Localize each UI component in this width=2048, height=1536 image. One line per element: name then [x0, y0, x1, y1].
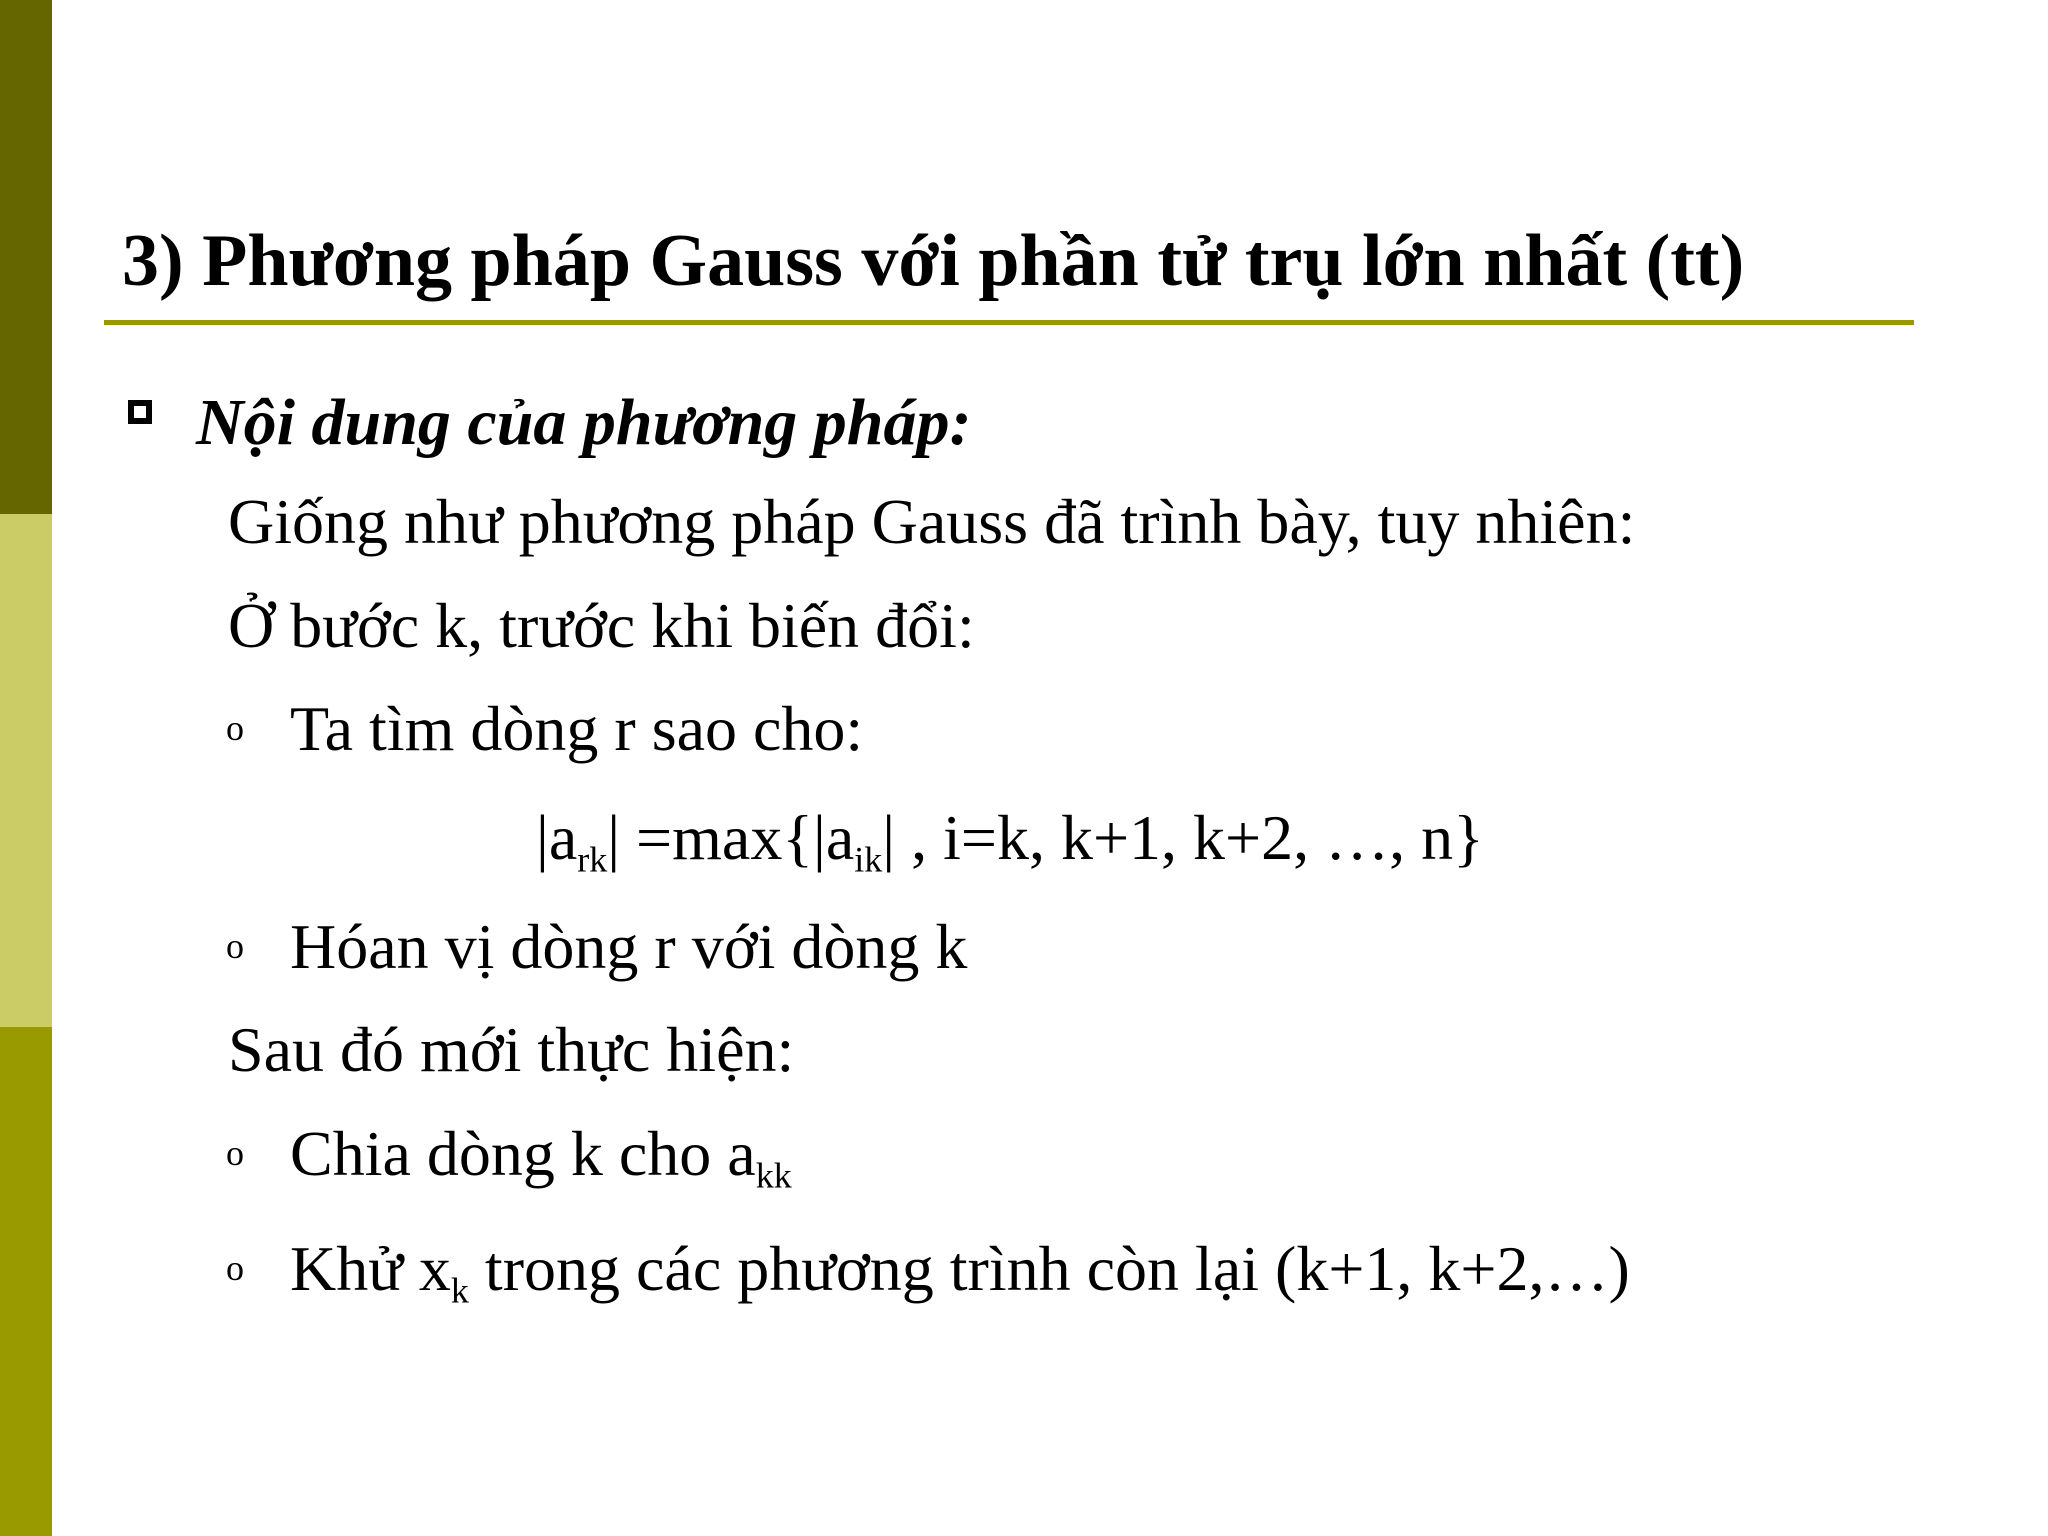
circle-bullet-icon: o — [226, 926, 244, 966]
formula-part-2: | =max{|a — [607, 802, 855, 873]
formula-subscript-rk: rk — [577, 839, 608, 880]
intro-text: Giống như phương pháp Gauss đã trình bày, tuy nhiên: — [228, 486, 1636, 557]
step-divide-row — [290, 1118, 792, 1196]
sidebar-stripe-bottom — [0, 1027, 52, 1536]
formula-subscript-ik: ik — [854, 839, 883, 880]
after-intro-text: Sau đó mới thực hiện: — [228, 1014, 795, 1085]
slide-title: 3) Phương pháp Gauss với phần tử trụ lớn nhất (tt) — [122, 220, 1745, 302]
step-eliminate-text-2: trong các phương trình còn lại (k+1, k+2,…) — [468, 1233, 1630, 1304]
step-divide-text: Chia dòng k cho a — [290, 1118, 756, 1189]
pivot-formula — [536, 802, 1484, 880]
formula-part-3: | , i=k, k+1, k+2, …, n} — [882, 802, 1484, 873]
title-underline — [104, 320, 1914, 325]
sidebar-stripe-middle — [0, 514, 52, 1027]
step-eliminate — [290, 1233, 1630, 1311]
step-swap-rows: Hóan vị dòng r với dòng k — [290, 911, 968, 982]
square-bullet-icon — [128, 400, 152, 424]
sidebar-stripe-top — [0, 0, 52, 514]
circle-bullet-icon: o — [226, 1248, 244, 1288]
step-find-row: Ta tìm dòng r sao cho: — [290, 693, 864, 764]
step-eliminate-subscript: k — [450, 1270, 469, 1311]
section-heading: Nội dung của phương pháp: — [196, 386, 972, 459]
formula-part-1: |a — [536, 802, 578, 873]
circle-bullet-icon: o — [226, 1133, 244, 1173]
circle-bullet-icon: o — [226, 708, 244, 748]
step-eliminate-text-1: Khử x — [290, 1233, 451, 1304]
step-intro-text: Ở bước k, trước khi biến đổi: — [228, 590, 975, 661]
step-divide-subscript: kk — [755, 1155, 792, 1196]
